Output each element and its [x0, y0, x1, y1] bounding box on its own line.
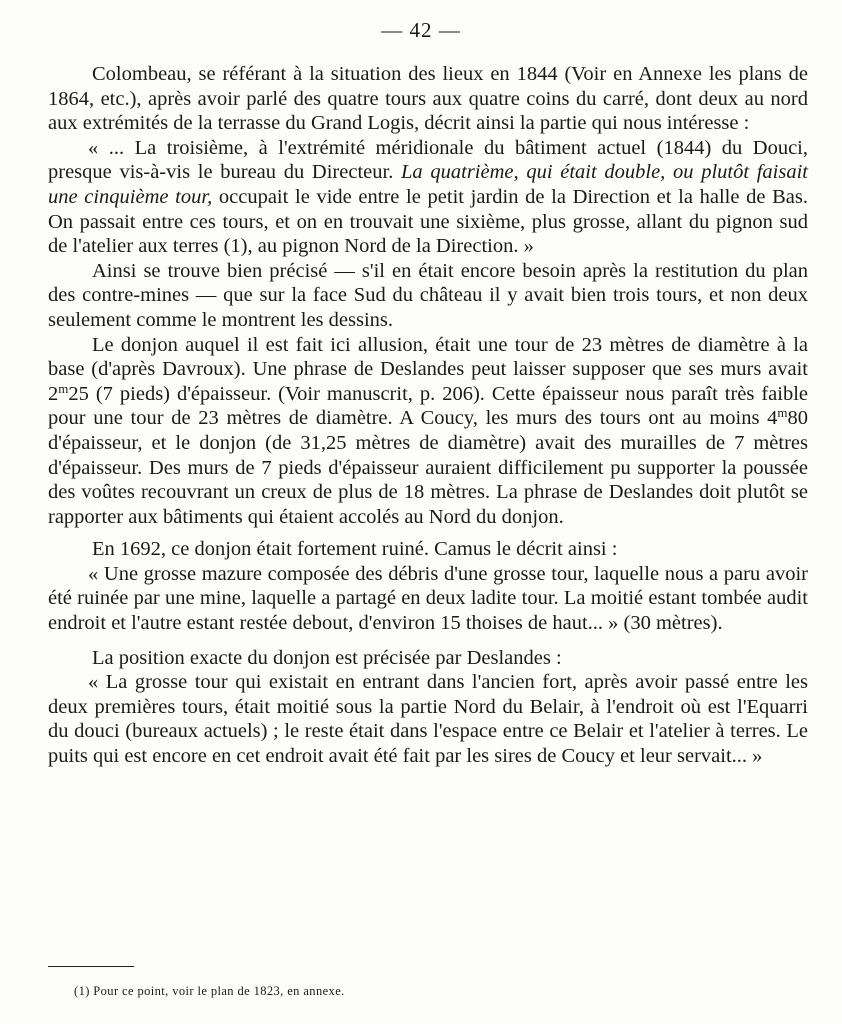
paragraph-1692: En 1692, ce donjon était fortement ruiné. Camus le décrit ainsi : — [92, 538, 618, 561]
footnote: (1) Pour ce point, voir le plan de 1823, en annexe. — [74, 984, 345, 998]
footnote-divider — [48, 966, 134, 967]
quote-colombeau-part-2: occupait le vide entre le petit jardin de la Direction et la halle de Bas. On passait entre ces tours, et on en trouvait une sixième, plus grosse, allant du pignon sud de l'atelier aux terres (1), au pignon Nord de la Direction. » — [48, 185, 808, 258]
paragraph-position: La position exacte du donjon est précisée par Deslandes : — [92, 646, 562, 669]
paragraph-donjon — [48, 333, 808, 530]
quote-deslandes: « La grosse tour qui existait en entrant dans l'ancien fort, après avoir passé entre les deux premières tours, était moitié sous la partie Nord du Belair, à l'endroit où est l'Equarri du douci (bureaux actuels) ; le reste était dans l'espace entre ce Belair et l'atelier à terres. Le puits qui est encore en cet endroit avait été fait par les sires de Coucy et leur servait... » — [48, 671, 808, 768]
donjon-part-1: Le donjon auquel il est fait ici allusion, était une tour de 23 mètres de diamètre à la base (d'après Davroux). Une phrase de Deslandes peut laisser supposer que ses murs avait 2 — [48, 333, 808, 405]
paragraph-colombeau: Colombeau, se référant à la situation des lieux en 1844 (Voir en Annexe les plans de 1864, etc.), après avoir parlé des quatre tours aux quatre coins du carré, dont deux au nord aux extrémités de la terrasse du Grand Logis, décrit ainsi la partie qui nous intéresse : — [48, 63, 808, 135]
quote-camus: « Une grosse mazure composée des débris d'une grosse tour, laquelle nous a paru avoir été ruinée par une mine, laquelle a partagé en deux ladite tour. La moitié estant tombée audit endroit et l'autre estant restée debout, d'environ 15 thoises de haut... » (30 mètres). — [48, 562, 808, 635]
quote-colombeau-italic: La quatrième, qui était double, ou plutôt faisait une cinquième tour, — [48, 161, 808, 208]
page-number: — 42 — — [381, 18, 461, 42]
meter-superscript: m — [777, 405, 788, 421]
paragraph-trois-tours: Ainsi se trouve bien précisé — s'il en était encore besoin après la restitution du plan des contre-mines — que sur la face Sud du château il y avait bien trois tours, et non deux seulement comme le montrent les dessins. — [48, 259, 808, 331]
body-text — [48, 62, 808, 769]
quote-colombeau-part-1: « ... La troisième, à l'extrémité méridionale du bâtiment actuel (1844) du Douci, presque vis-à-vis le bureau du Directeur. — [48, 136, 808, 184]
meter-superscript: m — [58, 380, 69, 396]
donjon-part-2: 25 (7 pieds) d'épaisseur. (Voir manuscrit, p. 206). Cette épaisseur nous paraît très faible pour une tour de 23 mètres de diamètre. A Coucy, les murs des tours ont au moins 4 — [48, 382, 808, 430]
quote-colombeau — [48, 136, 808, 259]
donjon-part-3: 80 d'épaisseur, et le donjon (de 31,25 mètres de diamètre) avait des murailles de 7 mètres d'épaisseur. Des murs de 7 pieds d'épaisseur auraient difficilement pu supporter la poussée des voûtes recouvrant un creux de plus de 18 mètres. La phrase de Deslandes doit plutôt se rapporter aux bâtiments qui étaient accolés au Nord du donjon. — [48, 407, 808, 528]
